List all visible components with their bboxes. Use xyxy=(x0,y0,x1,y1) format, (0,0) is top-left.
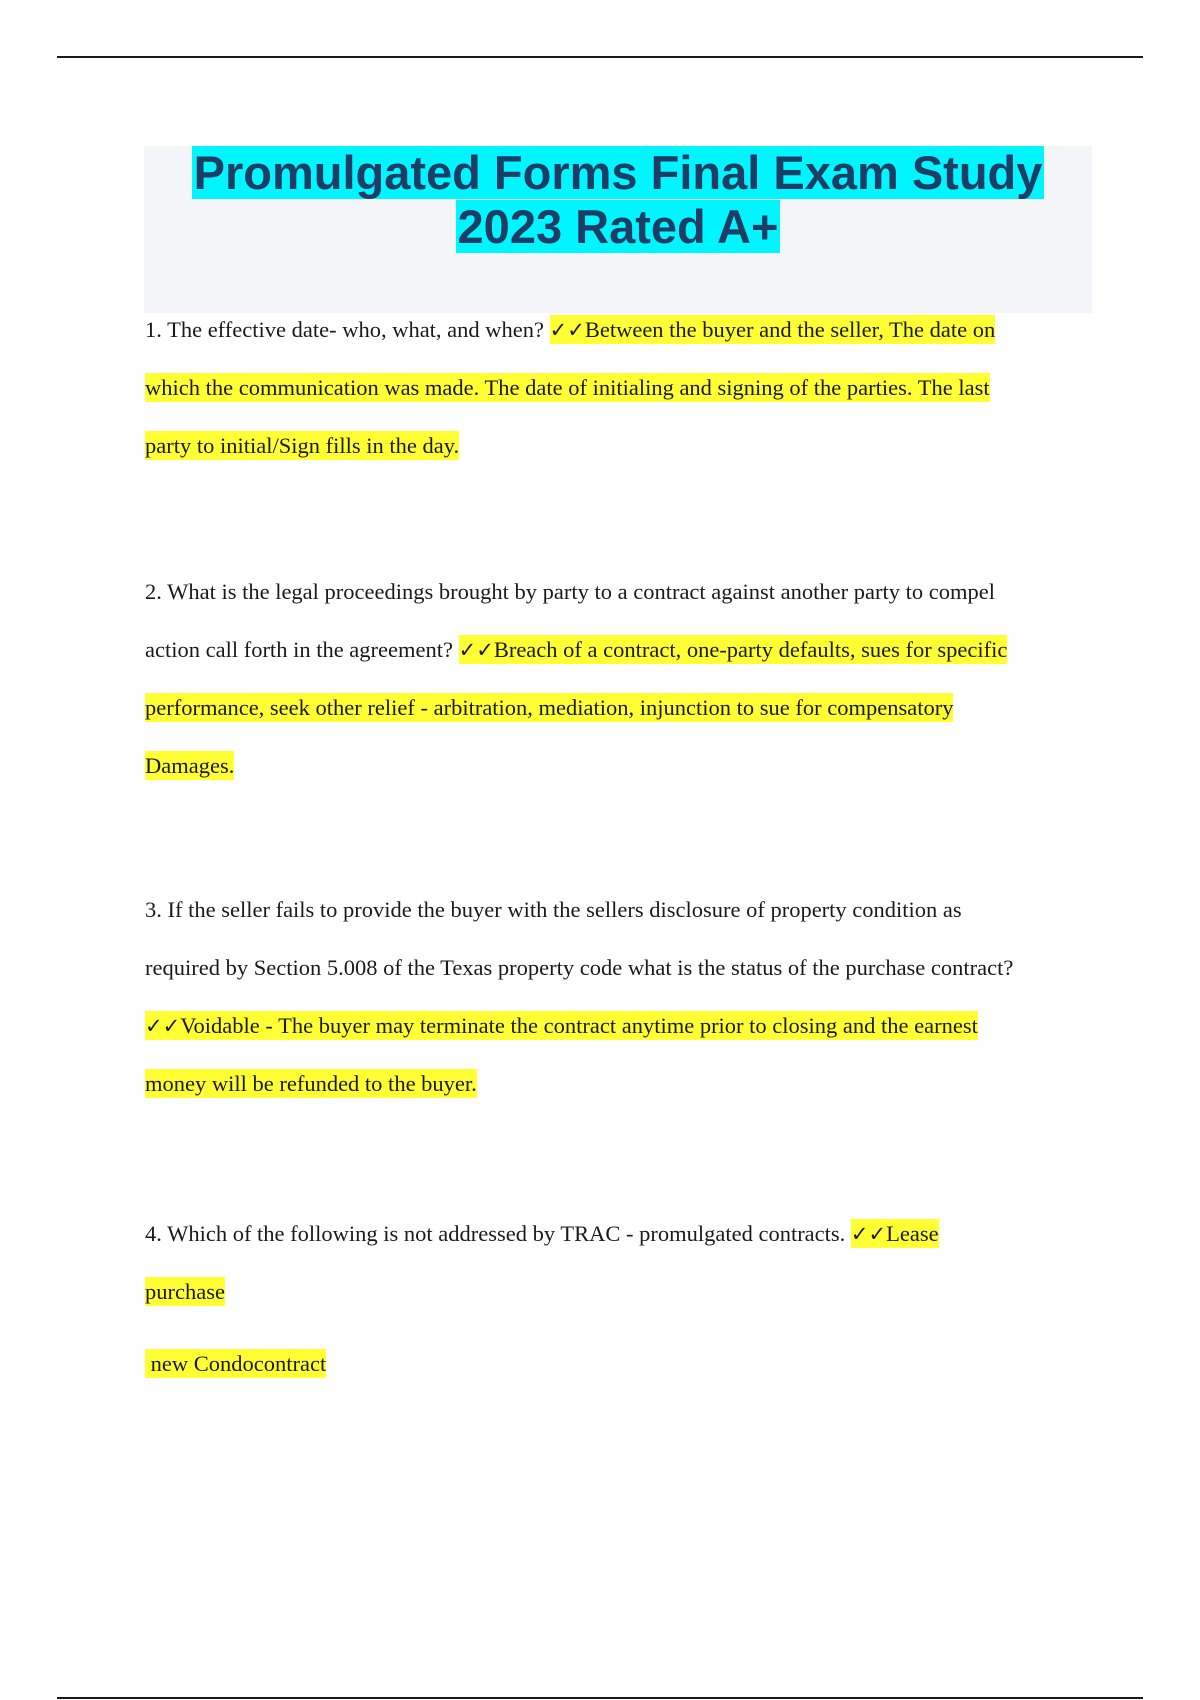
question-2-line-1: 2. What is the legal proceedings brought by party to a contract against another party to compel xyxy=(145,579,995,604)
page-title-line-2: 2023 Rated A+ xyxy=(457,200,779,253)
answer-1-line-3: party to initial/Sign fills in the day. xyxy=(145,433,460,458)
answer-2-first-line: ✓✓Breach of a contract, one-party defaults, sues for specific xyxy=(458,637,1008,662)
answer-3-line-2: money will be refunded to the buyer. xyxy=(145,1071,477,1096)
answer-1-line-2: which the communication was made. The date of initialing and signing of the parties. The last xyxy=(145,375,990,400)
answer-2-line-2: performance, seek other relief - arbitration, mediation, injunction to sue for compensatory xyxy=(145,695,954,720)
answer-2-line-3: Damages. xyxy=(145,753,235,778)
check-mark-icon: ✓✓ xyxy=(145,1014,181,1038)
answer-1-first-line: ✓✓Between the buyer and the seller, The date on xyxy=(549,317,996,342)
top-rule xyxy=(57,56,1143,58)
check-mark-icon: ✓✓ xyxy=(549,318,585,342)
bottom-rule xyxy=(57,1697,1143,1699)
question-3 xyxy=(145,896,1085,1128)
answer-4-line-2: purchase xyxy=(145,1279,225,1304)
question-1 xyxy=(145,316,1085,490)
question-2-line-2: action call forth in the agreement? ✓✓Breach of a contract, one-party defaults, sues for specific xyxy=(145,637,1008,662)
question-4 xyxy=(145,1220,1085,1408)
question-2 xyxy=(145,578,1085,810)
answer-3-line-1: ✓✓Voidable - The buyer may terminate the contract anytime prior to closing and the earnest xyxy=(145,1013,978,1038)
answer-4-first-line: ✓✓Lease xyxy=(850,1221,939,1246)
check-mark-icon: ✓✓ xyxy=(458,638,494,662)
question-3-line-2: required by Section 5.008 of the Texas property code what is the status of the purchase contract? xyxy=(145,955,1014,980)
title-block xyxy=(144,146,1092,313)
answer-4-line-3: new Condocontract xyxy=(145,1351,327,1376)
question-1-text: 1. The effective date- who, what, and when? xyxy=(145,317,550,342)
page-title-line-1: Promulgated Forms Final Exam Study xyxy=(193,146,1043,199)
question-1-line-1 xyxy=(145,316,1085,374)
question-3-line-1: 3. If the seller fails to provide the buyer with the sellers disclosure of property condition as xyxy=(145,897,962,922)
check-mark-icon: ✓✓ xyxy=(850,1222,887,1246)
question-4-line-1: 4. Which of the following is not addressed by TRAC - promulgated contracts. ✓✓Lease xyxy=(145,1221,939,1246)
